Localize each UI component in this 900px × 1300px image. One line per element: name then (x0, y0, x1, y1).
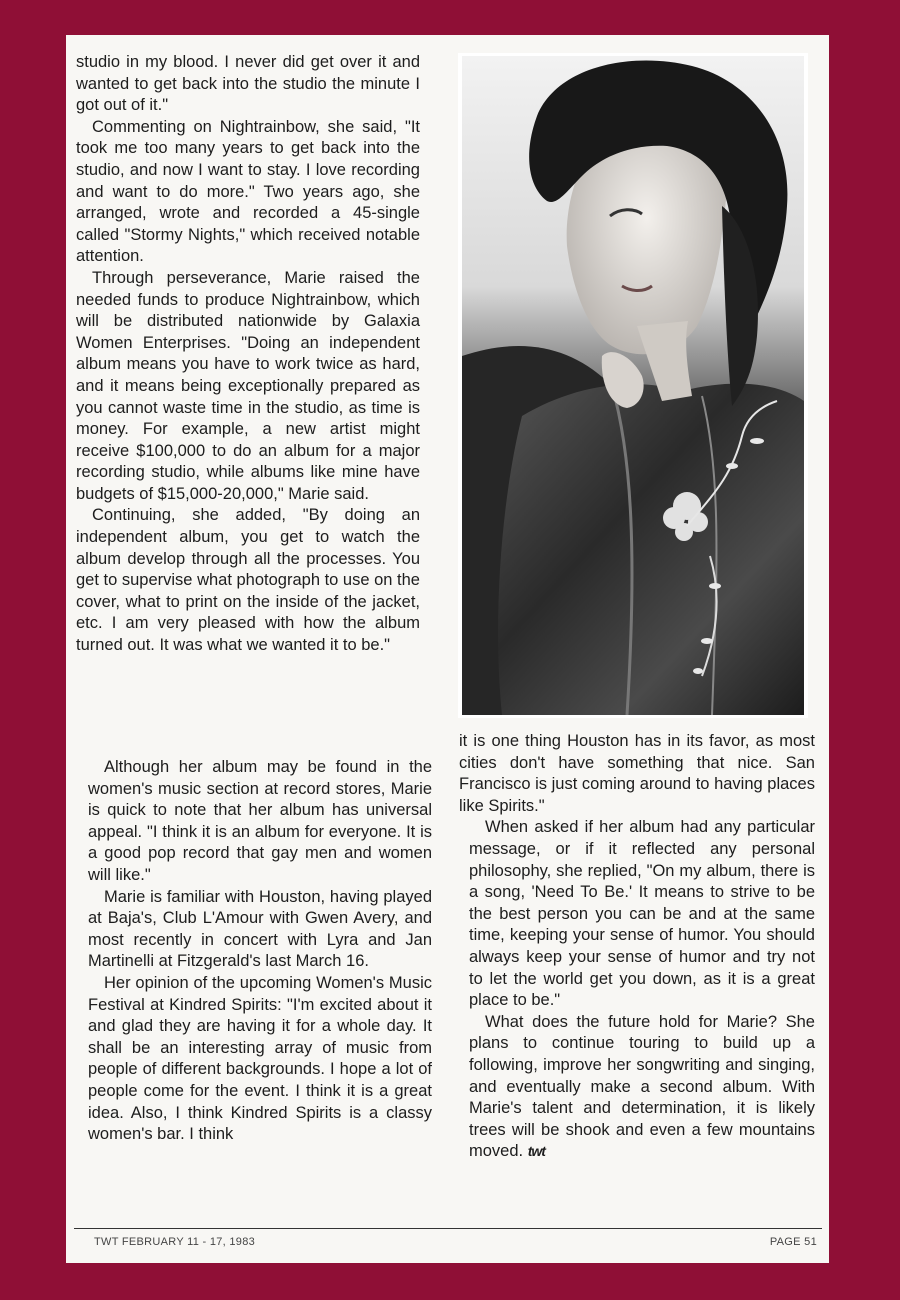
twt-end-mark: twt (527, 1143, 545, 1160)
paragraph: Her opinion of the upcoming Women's Music Festival at Kindred Spirits: "I'm excited about it and glad they are having it for a whole day. It shall be an interesting array of music from people of different backgrounds. I hope a lot of people come for the event. I think it is a great idea. Also, I think Kindred Spirits is a classy women's bar. I think (88, 973, 432, 1144)
paragraph-text: What does the future hold for Marie? She plans to continue touring to build up a following, improve her songwriting and singing, and eventually make a second album. With Marie's talent and determination, it is likely trees will be shook and even a few mountains moved. (469, 1012, 815, 1161)
paragraph: Although her album may be found in the women's music section at record stores, Marie is quick to note that her album has universal appeal. "I think it is an album for everyone. It is a good pop record that gay men and women will like." (88, 758, 432, 884)
paragraph: Marie is familiar with Houston, having played at Baja's, Club L'Amour with Gwen Avery, and most recently in concert with Lyra and Jan Martinelli at Fitzgerald's last March 16. (88, 887, 432, 971)
paragraph: Commenting on Nightrainbow, she said, "It took me too many years to get back into the studio, and now I want to stay. I love recording and want to do more." Two years ago, she arranged, wrote and recorded a 45-single called "Stormy Nights," which received notable attention. (76, 117, 420, 266)
footer-rule (74, 1228, 822, 1229)
portrait-photo (462, 56, 804, 715)
article-column-left-bottom (88, 757, 432, 1146)
paragraph: Through perseverance, Marie raised the needed funds to produce Nightrainbow, which will be distributed nationwide by Galaxia Women Enterprises. "Doing an independent album means you have to work twice as hard, and it means being exceptionally prepared as you cannot waste time in the studio, as time is money. For example, a new artist might receive $100,000 to do an album for a major recording studio, while albums like mine have budgets of $15,000-20,000," Marie said. (76, 268, 420, 503)
magazine-page (66, 35, 829, 1263)
article-column-left-top (76, 52, 420, 657)
paragraph: When asked if her album had any particular message, or if it reflected any personal philosophy, she replied, "On my album, there is a song, 'Need To Be.' It means to strive to be the best person you can be and at the same time, keeping your sense of humor. You should always keep your sense of humor and try not to let the world get you down, as it is a great place to be." (469, 818, 815, 1010)
article-column-right-bottom (459, 731, 815, 1163)
footer-page-number: PAGE 51 (769, 1236, 817, 1248)
paragraph: it is one thing Houston has in its favor, as most cities don't have something that nice. San Francisco is just coming around to having places like Spirits." (459, 732, 815, 815)
paragraph: Continuing, she added, "By doing an independent album, you get to watch the album develop through all the processes. You get to supervise what photograph to use on the cover, what to print on the inside of the jacket, etc. I am very pleased with how the album turned out. It was what we wanted it to be." (76, 506, 420, 655)
paragraph: studio in my blood. I never did get over it and wanted to get back into the studio the minute I got out of it." (76, 53, 420, 115)
footer-issue-date: TWT FEBRUARY 11 - 17, 1983 (94, 1236, 256, 1248)
photo-frame (458, 53, 808, 718)
paragraph (469, 1012, 815, 1163)
